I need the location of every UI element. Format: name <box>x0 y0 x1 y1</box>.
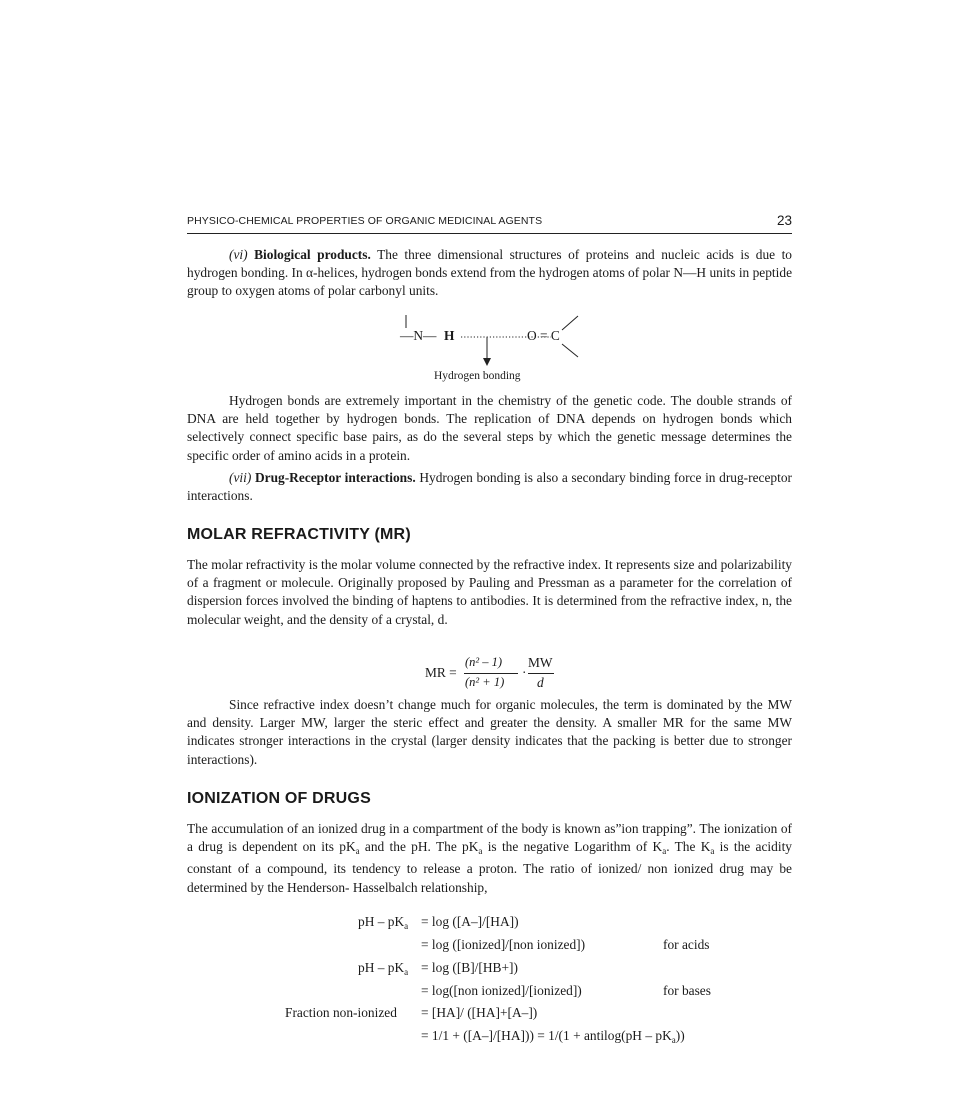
eq-row-4-note: for bases <box>663 983 711 998</box>
mr-eq-dot: · <box>522 665 527 680</box>
mr-heading: MOLAR REFRACTIVITY (MR) <box>187 526 411 543</box>
mr-eq-bar1 <box>464 673 518 674</box>
carbonyl-group: O = C <box>527 328 560 343</box>
nh-group: —N— <box>400 328 437 343</box>
ionization-heading: IONIZATION OF DRUGS <box>187 790 371 807</box>
eq-row-5-lhs: Fraction non-ionized <box>285 1005 397 1020</box>
eq-row-2-note: for acids <box>663 937 710 952</box>
drug-receptor-paragraph <box>187 469 792 505</box>
item-label-vii: (vii) <box>229 470 252 485</box>
drug-text: Hydrogen bonding is also a secondary binding force in drug-receptor interactions. <box>187 470 792 504</box>
ionization-section-heading <box>187 790 792 808</box>
mr-paragraph-2 <box>187 696 792 769</box>
eq-row-3-rhs: = log ([B]/[HB+]) <box>421 960 518 975</box>
mr-paragraph-1 <box>187 556 792 629</box>
ionization-text: The accumulation of an ionized drug in a compartment of the body is known as”ion trapping”. The ionization of a drug is dependent on its $pK_a$ and the pH. The $pK_a$ is the negative Logarithm of $K_a$. The $K_a$ is the acidity constant of a compound, its tendency to release a proton. The ratio of ionized/ non ionized drug may be determined by the Henderson- Hasselbalch relationship, <box>187 821 792 895</box>
figure-caption: Hydrogen bonding <box>434 370 521 382</box>
eq-row-2-rhs: = log ([ionized]/[non ionized]) <box>421 937 586 952</box>
bio-heading: Biological products. <box>254 247 371 262</box>
page-number: 23 <box>776 213 792 228</box>
mr-section-heading <box>187 526 792 544</box>
mr-eq-den2: d <box>537 675 544 690</box>
item-label-vi: (vi) <box>229 247 248 262</box>
mr-eq-num2: MW <box>528 655 553 670</box>
running-title: PHYSICO-CHEMICAL PROPERTIES OF ORGANIC MEDICINAL AGENTS <box>187 215 543 227</box>
drug-heading: Drug-Receptor interactions. <box>254 470 416 485</box>
ionization-paragraph <box>187 820 792 897</box>
eq-row-1-lhs: pH – $pK_a$ <box>358 914 409 931</box>
mr-text-1: The molar refractivity is the molar volume connected by the refractive index. It represents size and polarizability of a fragment or molecule. Originally proposed by Pauling and Pressman as a parameter for the correlation of dispersion forces involved the binding of haptens to antibodies. It is determined from the refractive index, n, the molecular weight, and the density of a crystal, d. <box>187 557 792 627</box>
eq-row-6-rhs: = 1/1 + ([A–]/[HA])) = 1/(1 + antilog(pH – $pK_a$)) <box>421 1028 685 1045</box>
dna-text: Hydrogen bonds are extremely important in the chemistry of the genetic code. The double strands of DNA are held together by hydrogen bonds. The replication of DNA depends on hydrogen bonds which selectively connect specific base pairs, as do the several steps by which the genetic message determines the specific order of amino acids in a protein. <box>187 393 792 463</box>
eq-row-5-rhs: = [HA]/ ([HA]+[A–]) <box>421 1005 538 1020</box>
eq-row-1-rhs: = log ([A–]/[HA]) <box>421 914 519 929</box>
mr-eq-num1: (n² – 1) <box>465 655 503 669</box>
dna-paragraph <box>187 392 792 465</box>
mr-text-2: Since refractive index doesn’t change much for organic molecules, the term is dominated by the MW and density. Larger MW, larger the steric effect and greater the density. A smaller MR for the same MW indicates stronger interactions in the crystal (larger density indicates that the packing is better due to stronger interactions). <box>187 697 792 767</box>
mr-eq-bar2 <box>528 673 554 674</box>
eq-row-4-rhs: = log([non ionized]/[ionized]) <box>421 983 582 998</box>
hydrogen-atom: H <box>444 328 455 343</box>
bio-text: The three dimensional structures of proteins and nucleic acids is due to hydrogen bonding. In α-helices, hydrogen bonds extend from the hydrogen atoms of polar N—H units in peptide group to oxygen atoms of polar carbonyl units. <box>187 247 793 299</box>
running-header <box>187 213 792 234</box>
mr-eq-lhs: MR = <box>425 665 457 680</box>
eq-row-3-lhs: pH – $pK_a$ <box>358 960 409 977</box>
mr-eq-den1: (n² + 1) <box>465 675 505 689</box>
biological-products-paragraph <box>187 246 792 301</box>
